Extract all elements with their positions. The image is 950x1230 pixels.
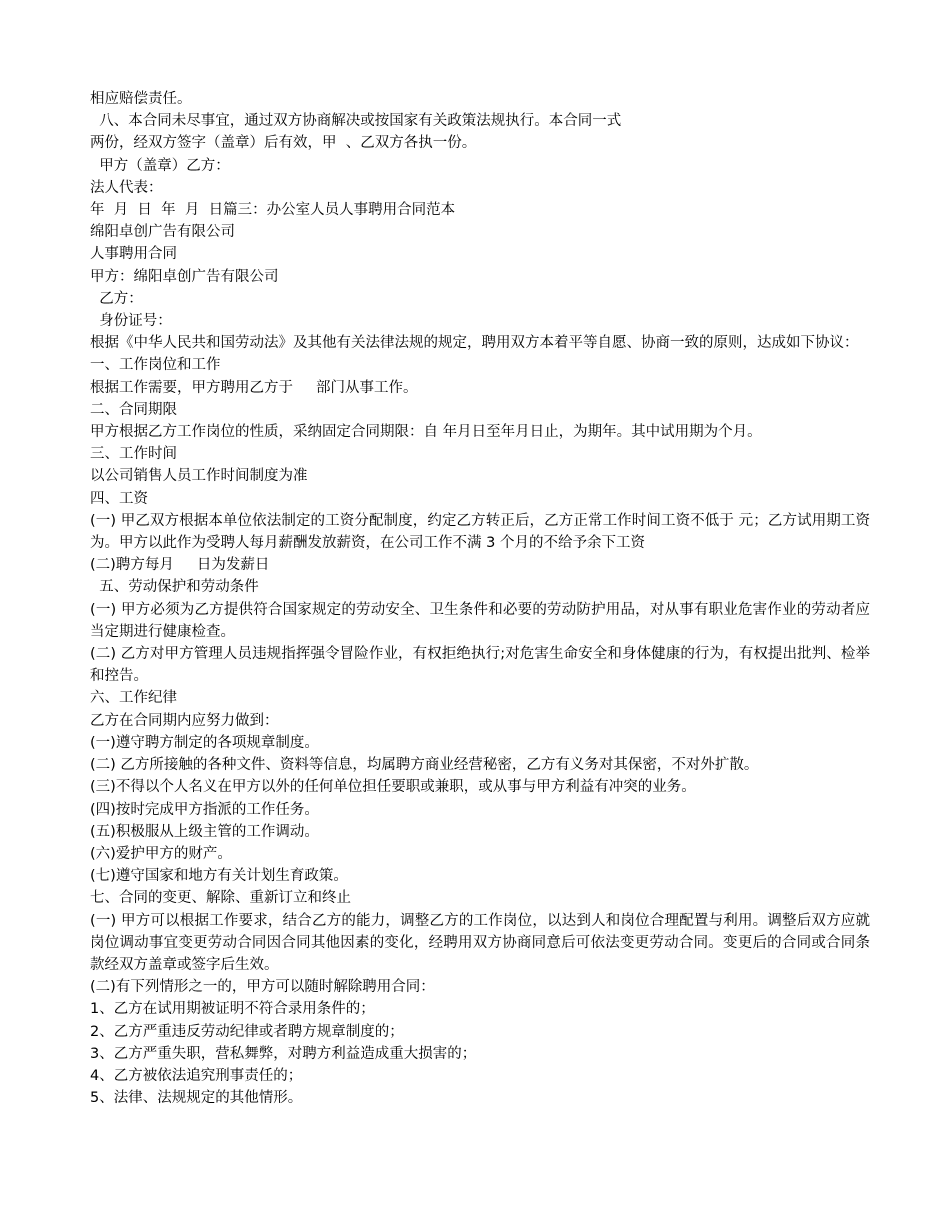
list-item: (四)按时完成甲方指派的工作任务。: [90, 801, 319, 818]
company-name: 绵阳卓创广告有限公司: [90, 224, 235, 241]
list-item: (七)遵守国家和地方有关计划生育政策。: [90, 868, 348, 885]
paragraph: (一) 甲方必须为乙方提供符合国家规定的劳动安全、卫生条件和必要的劳动防护用品，对从事有职业危害作业的劳动者应当定期进行健康检查。: [90, 601, 870, 640]
paragraph: (二) 乙方对甲方管理人员违规指挥强令冒险作业，有权拒绝执行;对危害生命安全和身体健康的行为，有权提出批判、检举和控告。: [90, 646, 870, 685]
section-heading: 六、工作纪律: [90, 690, 177, 707]
list-item: (六)爱护甲方的财产。: [90, 845, 232, 862]
paragraph: (一) 甲方可以根据工作要求，结合乙方的能力，调整乙方的工作岗位，以达到人和岗位合理配置与利用。调整后双方应就岗位调动事宜变更劳动合同因合同其他因素的变化，经聘用双方协商同意后可依法变更劳动合同。变更后的合同或合同条款经双方盖章或签字后生效。: [90, 912, 870, 973]
text-line: 以公司销售人员工作时间制度为准: [90, 468, 308, 485]
section-heading: 五、劳动保护和劳动条件: [90, 579, 259, 596]
text-line: 八、本合同未尽事宜，通过双方协商解决或按国家有关政策法规执行。本合同一式: [90, 113, 622, 130]
contract-title: 人事聘用合同: [90, 246, 177, 263]
section-heading: 三、工作时间: [90, 446, 177, 463]
text-line: 年 月 日 年 月 日篇三：办公室人员人事聘用合同范本: [90, 202, 456, 219]
list-item: 3、乙方严重失职，营私舞弊，对聘方利益造成重大损害的；: [90, 1045, 477, 1062]
text-line: (二)聘方每月 日为发薪日: [90, 557, 270, 574]
section-heading: 一、工作岗位和工作: [90, 357, 221, 374]
party-a: 甲方：绵阳卓创广告有限公司: [90, 268, 279, 285]
section-heading: 四、工资: [90, 490, 148, 507]
list-item: (五)积极服从上级主管的工作调动。: [90, 823, 319, 840]
party-b: 乙方：: [90, 290, 143, 307]
text-line: 乙方在合同期内应努力做到：: [90, 712, 279, 729]
document-body: [90, 88, 870, 1109]
section-heading: 七、合同的变更、解除、重新订立和终止: [90, 890, 351, 907]
section-heading: 二、合同期限: [90, 401, 177, 418]
list-item: (三)不得以个人名义在甲方以外的任何单位担任要职或兼职，或从事与甲方利益有冲突的业务。: [90, 779, 696, 796]
text-line: (二)有下列情形之一的，甲方可以随时解除聘用合同：: [90, 979, 435, 996]
list-item: (二) 乙方所接触的各种文件、资料等信息，均属聘方商业经营秘密，乙方有义务对其保密，不对外扩散。: [90, 757, 759, 774]
text-line: 两份，经双方签字（盖章）后有效，甲 、乙双方各执一份。: [90, 135, 477, 152]
list-item: 5、法律、法规规定的其他情形。: [90, 1090, 303, 1107]
id-number: 身份证号：: [90, 313, 172, 330]
list-item: 4、乙方被依法追究刑事责任的；: [90, 1067, 303, 1084]
list-item: (一)遵守聘方制定的各项规章制度。: [90, 734, 319, 751]
paragraph: (一) 甲乙双方根据本单位依法制定的工资分配制度，约定乙方转正后，乙方正常工作时间工资不低于 元；乙方试用期工资为。甲方以此作为受聘人每月薪酬发放薪资，在公司工作不满 3 个月的不给予余下工资: [90, 512, 870, 552]
text-line: 根据工作需要，甲方聘用乙方于 部门从事工作。: [90, 379, 418, 396]
paragraph: 甲方根据乙方工作岗位的性质，采纳固定合同期限：自 年月日至年月日止，为期年。其中试用期为个月。: [90, 424, 762, 441]
text-line: 相应赔偿责任。: [90, 91, 192, 107]
text-line: 法人代表：: [90, 179, 163, 196]
text-line: 甲方（盖章）乙方：: [90, 157, 230, 174]
list-item: 1、乙方在试用期被证明不符合录用条件的；: [90, 1001, 375, 1018]
paragraph: 根据《中华人民共和国劳动法》及其他有关法律法规的规定，聘用双方本着平等自愿、协商一致的原则，达成如下协议：: [90, 335, 859, 352]
list-item: 2、乙方严重违反劳动纪律或者聘方规章制度的；: [90, 1023, 404, 1040]
